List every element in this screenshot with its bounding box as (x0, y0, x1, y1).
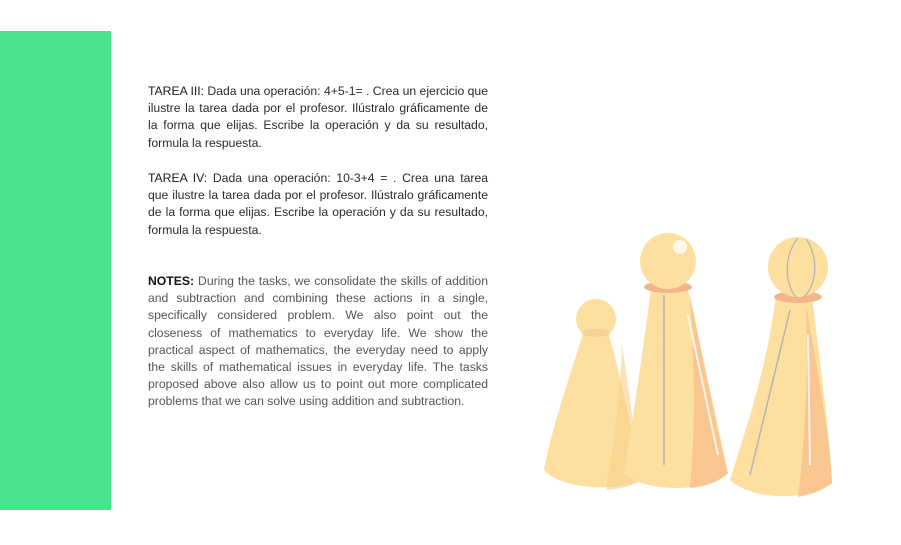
notes-paragraph (148, 273, 488, 411)
task-3-heading: TAREA III: (148, 84, 204, 98)
task-4-heading: TAREA IV: (148, 171, 208, 185)
accent-sidebar-bar (0, 31, 111, 510)
three-pawn-figures-icon (540, 225, 840, 505)
task-3-body: Dada una operación: 4+5-1= . Crea un ejercicio que ilustre la tarea dada por el profesor. Ilústralo gráficamente de la forma que elijas. Escribe la operación y da su resultado, formula la respuesta. (148, 84, 488, 150)
task-4-paragraph (148, 170, 488, 239)
notes-body: During the tasks, we consolidate the skills of addition and subtraction and combining these actions in a single, specifically considered problem. We also point out the closeness of mathematics to everyday life. We show the practical aspect of mathematics, the everyday need to apply the skills of mathematical issues in everyday life. The tasks proposed above also allow us to point out more complicated problems that we can solve using addition and subtraction. (148, 274, 488, 409)
small-pawn-icon (544, 299, 640, 490)
medium-pawn-icon (624, 233, 728, 488)
large-pawn-icon (730, 237, 832, 497)
notes-heading: NOTES: (148, 274, 195, 288)
task-3-paragraph (148, 83, 488, 152)
task-4-body: Dada una operación: 10-3+4 = . Crea una tarea que ilustre la tarea dada por el profesor. Ilústralo gráficamente de la forma que elijas. Escribe la operación y da su resultado, formula la respuesta. (148, 171, 489, 237)
